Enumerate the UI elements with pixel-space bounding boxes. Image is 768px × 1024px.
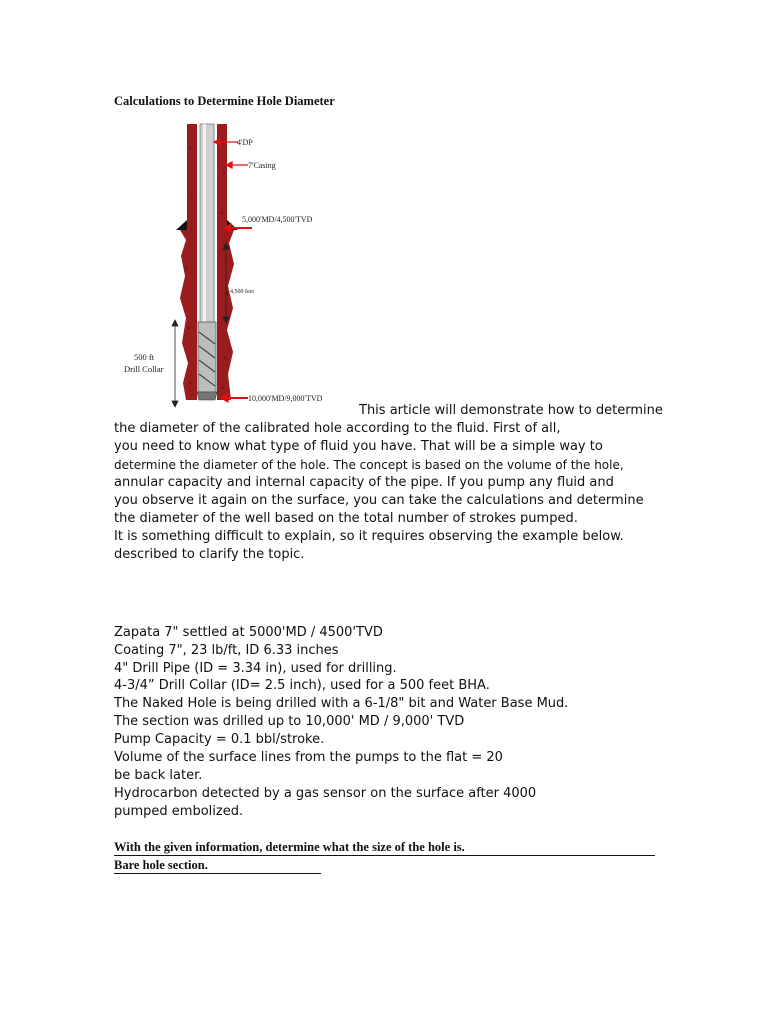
detail-line: Hydrocarbon detected by a gas sensor on the surface after 4000 xyxy=(114,786,537,801)
detail-line: Coating 7", 23 lb/ft, ID 6.33 inches xyxy=(114,643,339,658)
detail-line: 4" Drill Pipe (ID = 3.34 in), used for drilling. xyxy=(114,661,397,676)
question-line-2 xyxy=(114,858,321,874)
document-title: Calculations to Determine Hole Diameter xyxy=(114,94,335,108)
intro-line-3: you need to know what type of fluid you have. That will be a simple way to xyxy=(114,439,603,454)
detail-line: Pump Capacity = 0.1 bbl/stroke. xyxy=(114,732,325,747)
formation-wall-left-open xyxy=(180,226,197,400)
detail-line: The section was drilled up to 10,000' MD / 9,000' TVD xyxy=(114,714,465,729)
wellbore-diagram xyxy=(100,118,360,413)
intro-line-8: It is something difficult to explain, so it requires observing the example below. xyxy=(114,529,624,544)
label-collar-name: Drill Collar xyxy=(124,364,164,374)
drill-pipe xyxy=(200,124,214,324)
intro-line-9: described to clarify the topic. xyxy=(114,547,305,562)
formation-wall-left-cased xyxy=(187,124,197,228)
intro-line-5: annular capacity and internal capacity of the pipe. If you pump any fluid and xyxy=(114,475,614,490)
question-text-2: Bare hole section. xyxy=(114,858,321,874)
question-line-1 xyxy=(114,840,655,856)
label-collar-length: 500 ft xyxy=(134,352,155,362)
label-shoe: 5,000'MD/4,500'TVD xyxy=(242,215,313,224)
detail-line: pumped embolized. xyxy=(114,804,244,819)
label-section: 4,500 feet xyxy=(230,289,254,295)
intro-line-2: the diameter of the calibrated hole according to the fluid. First of all, xyxy=(114,421,561,436)
detail-line: be back later. xyxy=(114,768,203,783)
detail-line: Zapata 7" settled at 5000'MD / 4500'TVD xyxy=(114,625,383,640)
detail-line: 4-3/4” Drill Collar (ID= 2.5 inch), used for a 500 feet BHA. xyxy=(114,678,490,693)
formation-wall-right-open xyxy=(217,226,234,400)
intro-line-7: the diameter of the well based on the total number of strokes pumped. xyxy=(114,511,578,526)
drill-bit xyxy=(197,392,217,400)
detail-line: Volume of the surface lines from the pumps to the flat = 20 xyxy=(114,750,503,765)
label-dp: 4'DP xyxy=(237,138,253,147)
casing-shoe-left xyxy=(176,220,187,230)
label-td: 10,000'MD/9,000'TVD xyxy=(248,394,323,403)
label-casing: 7'Casing xyxy=(248,161,276,170)
question-text-1: With the given information, determine what the size of the hole is. xyxy=(114,840,655,856)
intro-line-1: This article will demonstrate how to determine xyxy=(359,403,663,418)
intro-line-4: determine the diameter of the hole. The concept is based on the volume of the hole, xyxy=(114,458,624,472)
detail-line: The Naked Hole is being drilled with a 6-1/8" bit and Water Base Mud. xyxy=(114,696,569,711)
intro-line-6: you observe it again on the surface, you can take the calculations and determine xyxy=(114,493,644,508)
